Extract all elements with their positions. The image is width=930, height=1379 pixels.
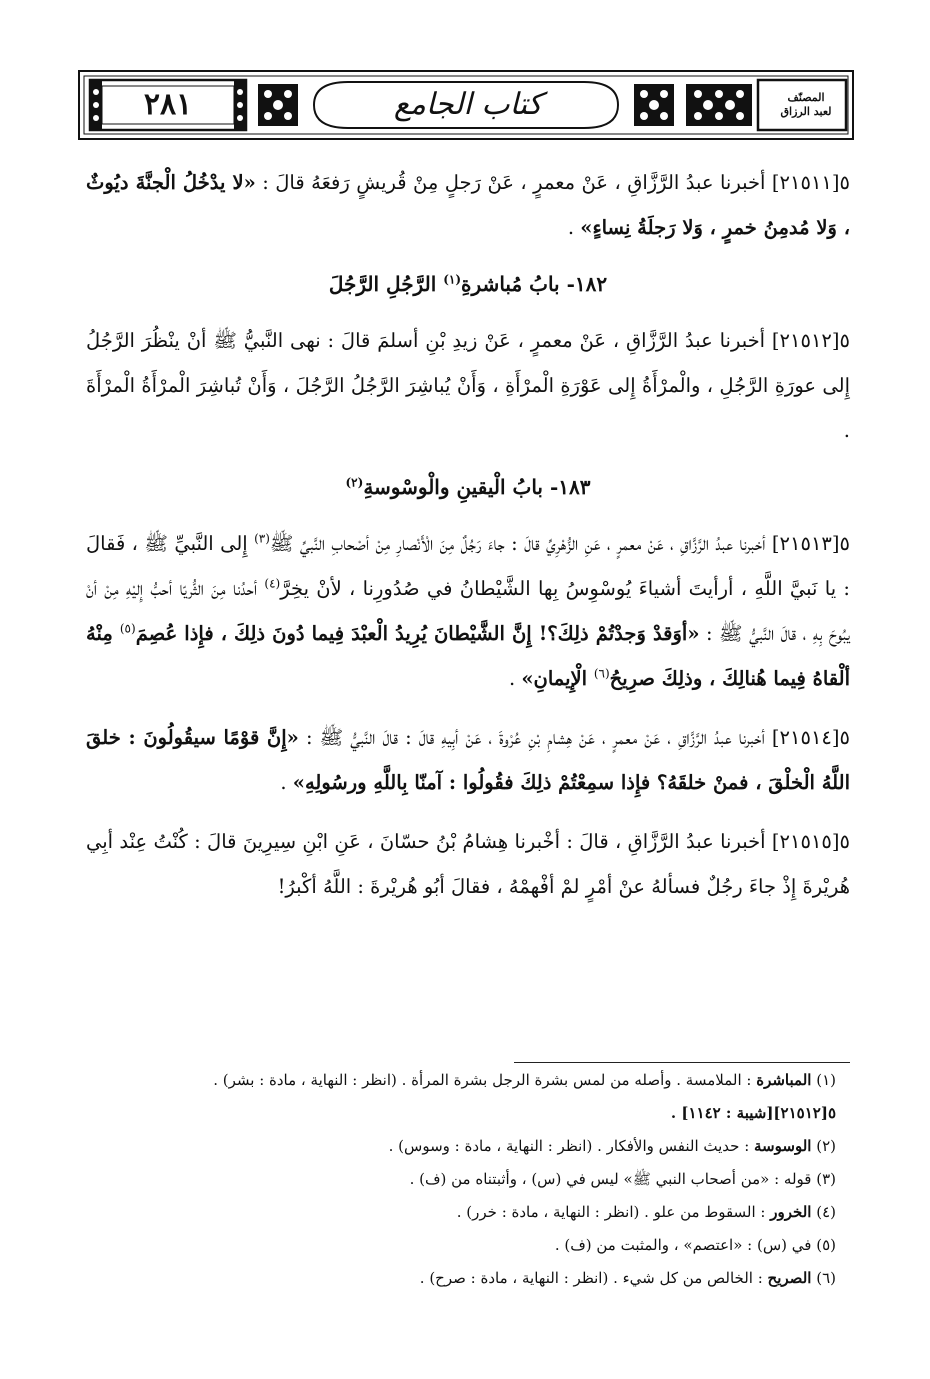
footnote-num: (١) xyxy=(816,1071,836,1089)
hadith-21511 xyxy=(86,160,850,250)
footnote-text: ٥[٢١٥١٢][شيبة : ١١٤٢] . xyxy=(670,1104,836,1122)
footnote-text: في (س) : «اعتصم» ، والمثبت من (ف) . xyxy=(554,1236,817,1254)
hadith-21513-matn-3: الْإِيمانِ» xyxy=(521,667,594,690)
hadith-21515: ٥[٢١٥١٥] أخبرنا عبدُ الرَّزَّاقِ ، قالَ : أخْبرنا هِشامُ بْنُ حسّانَ ، عَنِ ابْنِ سِيرِينَ قالَ : كُنْتُ عِنْد أبِي هُريْرةَ إِذْ جاءَ رجُلٌ فسألهُ عنْ أمْرٍ لمْ أفْهمْهُ ، فقالَ أبُو هُريْرةَ : اللَّهُ أكْبرُ! xyxy=(86,830,850,898)
hadith-21511-end: . xyxy=(567,216,581,239)
footnotes xyxy=(86,1064,850,1295)
footnote-separator xyxy=(514,1062,850,1063)
hadith-21513-part3: أحدُنا مِنَ الثُّريّا أحبُّ إِليْهِ مِنْ أنْ يبُوحَ بِهِ ، قالَ النَّبيُّ ﷺ : xyxy=(86,577,850,645)
footnote-1 xyxy=(86,1064,850,1097)
logo-line-2: لعبد الرزاق xyxy=(780,105,832,118)
page-number: ٢٨١ xyxy=(143,87,193,122)
footnote-text: : الملامسة . وأصله من لمس بشرة الرجل بشرة المرأة . (انظر : النهاية ، مادة : بشر) . xyxy=(213,1071,757,1089)
hadith-21514-end: . xyxy=(280,771,293,794)
chapter-183-title: ١٨٣- بابُ الْيقينِ والْوسْوسةِ xyxy=(363,475,591,499)
page-header xyxy=(78,70,854,140)
hadith-21514-matn: «إِنَّ قوْمًا سيقُولُونَ : خلقَ اللَّهُ الْخلْقَ ، فمنْ خلقَهُ؟ فإِذا سمِعْتُمْ ذلِكَ فقُولُوا : آمنّا بِاللَّهِ ورسُولِهِ» xyxy=(86,726,850,794)
footnote-text: : الخالص من كل شيء . (انظر : النهاية ، مادة : صرح) . xyxy=(419,1269,768,1287)
footnote-term: الوسوسة xyxy=(754,1137,812,1155)
series-logo xyxy=(768,82,844,128)
footnote-term: الصريح xyxy=(767,1269,812,1287)
hadith-21514-isnad: ٥[٢١٥١٤] أخبرنا عبدُ الرَّزَّاقِ ، عَنْ معمرٍ ، عَنْ هِشامِ بْنِ عُرْوةَ ، عَنْ أبِيهِ قالَ : قالَ النَّبيُّ ﷺ : xyxy=(298,726,850,749)
book-title: كتاب الجامع xyxy=(393,87,543,122)
footnote-5 xyxy=(86,1229,850,1262)
footnote-6 xyxy=(86,1262,850,1295)
hadith-21514 xyxy=(86,715,850,805)
footnote-text: : السقوط من علو . (انظر : النهاية ، مادة : خرر) . xyxy=(456,1203,771,1221)
main-text xyxy=(86,160,850,923)
hadith-21513 xyxy=(86,521,850,701)
hadith-21513-part1: ٥[٢١٥١٣] أخبرنا عبدُ الرَّزَّاقِ ، عَنْ معمرٍ ، عَنِ الزُّهْرِيِّ قالَ : جاءَ رَجُلٌ مِنَ الْأَنْصارِ مِنْ أصْحابِ النَّبيِّ ﷺ xyxy=(269,532,850,555)
footnote-marker-1: (١) xyxy=(443,272,462,287)
footnote-num: (٢) xyxy=(816,1137,836,1155)
footnote-2 xyxy=(86,1130,850,1163)
footnote-3 xyxy=(86,1163,850,1196)
footnote-ref-21512 xyxy=(86,1097,850,1130)
hadith-21513-part2: إِلى النَّبيِّ ﷺ ، فَقالَ : يا نَبيَّ اللَّهِ ، أرأيتَ أشياءَ يُوسْوِسُ بِها الشَّيْطانُ في صُدُورِنا ، لأنْ يخِرَّ xyxy=(86,532,851,600)
footnote-num: (٥) xyxy=(816,1236,836,1254)
footnote-num: (٤) xyxy=(816,1203,836,1221)
hadith-21511-isnad: ٥[٢١٥١١] أخبرنا عبدُ الرَّزَّاقِ ، عَنْ معمرٍ ، عَنْ رَجلٍ مِنْ قُريشٍ رَفعَهُ قالَ : xyxy=(255,171,850,194)
footnote-text: : حديث النفس والأفكار . (انظر : النهاية ، مادة : وسوس) . xyxy=(388,1137,755,1155)
chapter-heading-182 xyxy=(86,264,850,304)
hadith-21513-matn-2: مِنْهُ ألْقاهُ فِيما هُنالِكَ ، وذلِكَ صرِيحُ xyxy=(86,622,850,690)
chapter-182-title-rest: الرَّجُلِ الرَّجُلَ xyxy=(328,272,444,296)
footnote-marker-6: (٦) xyxy=(593,666,610,681)
footnote-term: الخرور xyxy=(770,1203,812,1221)
hadith-21511-matn: «لا يدْخُلُ الْجنَّةَ ديُوثٌ ، وَلا مُدمِنُ خمرٍ ، وَلا رَجلَةُ نِساءٍ» xyxy=(86,171,850,239)
footnote-marker-2: (٢) xyxy=(345,475,364,490)
footnote-marker-5: (٥) xyxy=(119,621,136,636)
footnote-4 xyxy=(86,1196,850,1229)
chapter-182-title: ١٨٢- بابُ مُباشرةِ xyxy=(461,272,608,296)
chapter-heading-183 xyxy=(86,467,850,507)
logo-line-1: المصنّف xyxy=(787,91,825,104)
footnote-num: (٣) xyxy=(816,1170,836,1188)
hadith-21513-end: . xyxy=(508,667,522,690)
footnote-num: (٦) xyxy=(816,1269,836,1287)
footnote-term: المباشرة xyxy=(756,1071,812,1089)
hadith-21513-matn-1: «أوَقدْ وَجدْتُمْ ذلِكَ؟! إِنَّ الشَّيْطانَ يُرِيدُ الْعبْدَ فِيما دُونَ ذلِكَ ، فإِذا عُصِمَ xyxy=(135,622,700,645)
hadith-21512: ٥[٢١٥١٢] أخبرنا عبدُ الرَّزَّاقِ ، عَنْ معمرٍ ، عَنْ زيدِ بْنِ أسلمَ قالَ : نهى النَّبيُّ ﷺ أنْ ينْظُرَ الرَّجُلُ إِلى عورَةِ الرَّجُلِ ، والْمرْأَةُ إِلى عَوْرَةِ الْمرْأَةِ ، وَأَنْ يُباشِرَ الرَّجُلُ الرَّجُلَ ، وَأَنْ تُباشِرَ الْمرْأَةُ الْمرْأَةَ . xyxy=(86,329,850,442)
footnote-text: قوله : «من أصحاب النبي ﷺ» ليس في (س) ، وأثبتناه من (ف) . xyxy=(409,1170,817,1188)
footnote-marker-4: (٤) xyxy=(264,576,281,591)
footnote-marker-3: (٣) xyxy=(254,531,270,546)
